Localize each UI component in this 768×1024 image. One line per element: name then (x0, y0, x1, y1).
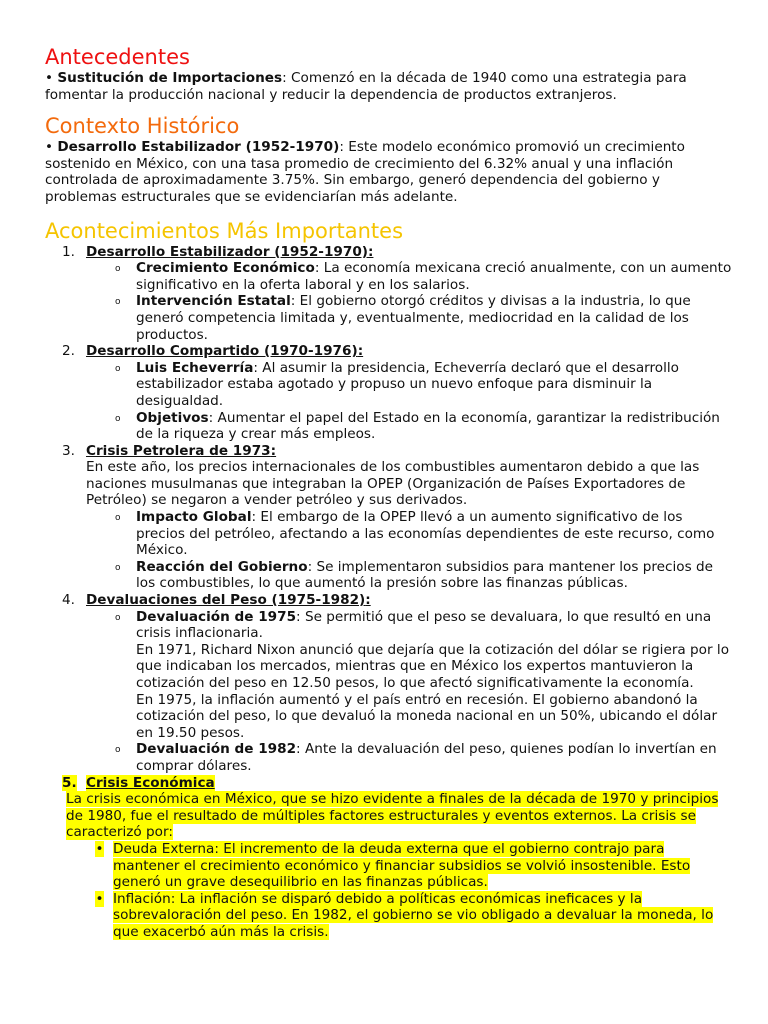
sub-marker: o (115, 562, 121, 573)
item-colon: : (368, 243, 374, 260)
sub-marker: o (115, 264, 121, 275)
item-number: 1. (62, 243, 75, 260)
sub-term: Reacción del Gobierno (136, 558, 308, 575)
sub-term: Impacto Global (136, 509, 252, 526)
sub-marker: o (115, 297, 121, 308)
document-page (45, 44, 735, 941)
item-colon: : (357, 343, 364, 360)
bullet-marker: • (45, 70, 54, 86)
term-desarrollo-estabilizador: Desarrollo Estabilizador (1952-1970) (57, 139, 340, 156)
sub-text: : Aumentar el papel del Estado en la economía, garantizar la redistribución de la riqueza y crear más empleos. (136, 409, 720, 443)
list-item-4 (45, 592, 735, 609)
item-title: Desarrollo Compartido (1970-1976) (86, 343, 358, 360)
crisis-intro-text: La crisis económica en México, que se hizo evidente a finales de la década de 1970 y principios de 1980, fue el resultado de múltiples factores estructurales y eventos externos. La crisis se caracterizó por: (66, 791, 719, 841)
item-title: Crisis Petrolera de 1973 (86, 442, 271, 459)
list-item-3 (45, 443, 735, 460)
sub-marker: o (115, 413, 121, 424)
term-sustitucion: Sustitución de Importaciones (57, 70, 283, 86)
item-number: 4. (62, 592, 75, 609)
sub-term: Devaluación de 1982 (136, 741, 297, 758)
extra-paragraph: En 1975, la inflación aumentó y el país entró en recesión. El gobierno abandonó la cotización del peso, lo que devaluó la moneda nacional en un 50%, ubicando el dólar en 19.50 pesos. (136, 691, 718, 741)
item-colon: : (270, 442, 277, 459)
heading-contexto: Contexto Histórico (45, 114, 240, 139)
contexto-text: : Este modelo económico promovió un crecimiento sostenido en México, con una tasa promedio de crecimiento del 6.32% anual y una inflación controlada de aproximadamente 3.75%. Sin embargo, generó dependencia del gobierno y problemas estructurales que se evidenciarían más adelante. (45, 139, 685, 205)
heading-acontecimientos: Acontecimientos Más Importantes (45, 218, 404, 243)
crisis-bullet (86, 841, 735, 891)
antecedentes-paragraph (45, 70, 735, 103)
item-intro: En este año, los precios internacionales de los combustibles aumentaron debido a que las naciones musulmanas que integraban la OPEP (Organización de Países Exportadores de Petróleo) se negaron a vender petróleo y sus derivados. (86, 459, 700, 509)
sub-text: : Ante la devaluación del peso, quienes podían lo invertían en comprar dólares. (136, 741, 717, 774)
sub-term: Intervención Estatal (136, 293, 291, 310)
contexto-paragraph (45, 139, 735, 205)
list-item-1 (45, 244, 735, 261)
item-title: Crisis Económica (86, 774, 215, 791)
item-colon: : (365, 592, 371, 609)
antecedentes-text: : Comenzó en la década de 1940 como una estrategia para fomentar la producción nacional y reducir la dependencia de productos extranjeros. (45, 70, 687, 103)
sub-text: : El gobierno otorgó créditos y divisas a la industria, lo que generó competencia limitada y, eventualmente, mediocridad en la calidad de los productos. (136, 293, 691, 343)
sub-term: Devaluación de 1975 (136, 608, 297, 625)
sub-item (115, 293, 735, 343)
item-title: Desarrollo Estabilizador (1952-1970) (86, 243, 368, 260)
sub-marker: o (115, 363, 121, 374)
bullet-text: Deuda Externa: El incremento de la deuda externa que el gobierno contrajo para mantener el crecimiento económico y financiar subsidios se volvió insostenible. Esto generó un grave desequilibrio en las finanzas públicas. (113, 840, 691, 891)
crisis-intro (66, 791, 735, 841)
sub-item (115, 741, 735, 774)
sub-item (115, 260, 735, 293)
crisis-bullet (86, 891, 735, 941)
item-number: 3. (62, 442, 75, 459)
bullet-marker: • (45, 139, 54, 156)
bullet-text: Inflación: La inflación se disparó debido a políticas económicas ineficaces y la sobrevaloración del peso. En 1982, el gobierno se vio obligado a devaluar la moneda, lo que exacerbó aún más la crisis. (113, 890, 714, 940)
item-title: Devaluaciones del Peso (1975-1982) (86, 592, 366, 609)
sub-item (115, 609, 735, 642)
sub-item (115, 360, 735, 410)
sub-item (115, 559, 735, 592)
sub-item (115, 410, 735, 443)
item-number: 5. (62, 774, 77, 791)
bullet-marker: • (95, 890, 104, 907)
sub-text: : La economía mexicana creció anualmente, con un aumento significativo en la oferta laboral y en los salarios. (136, 260, 732, 293)
heading-antecedentes: Antecedentes (45, 45, 190, 69)
item-number: 2. (62, 343, 75, 360)
sub-text: : Se implementaron subsidios para mantener los precios de los combustibles, lo que aumentó la presión sobre las finanzas públicas. (136, 558, 714, 592)
sub-marker: o (115, 745, 121, 756)
sub-item (115, 509, 735, 559)
sub-term: Objetivos (136, 409, 209, 426)
sub-marker: o (115, 513, 121, 524)
list-item-2 (45, 343, 735, 360)
extra-paragraph: En 1971, Richard Nixon anunció que dejaría que la cotización del dólar se rigiera por lo que indicaban los mercados, mientras que en México los expertos mantuvieron la cotización del peso en 12.50 pesos, lo que afectó significativamente la economía. (136, 641, 730, 691)
sub-term: Luis Echeverría (136, 359, 254, 376)
sub-text: : El embargo de la OPEP llevó a un aumento significativo de los precios del petróleo, afectando a las economías dependientes de este recurso, como México. (136, 509, 715, 559)
sub-marker: o (115, 612, 121, 623)
bullet-marker: • (95, 840, 104, 857)
list-item-5 (45, 775, 735, 792)
sub-term: Crecimiento Económico (136, 260, 315, 277)
sub-text: : Al asumir la presidencia, Echeverría declaró que el desarrollo estabilizador estaba agotado y propuso un nuevo enfoque para disminuir la desigualdad. (136, 359, 679, 409)
sub-text: : Se permitió que el peso se devaluara, lo que resultó en una crisis inflacionaria. (136, 608, 712, 642)
